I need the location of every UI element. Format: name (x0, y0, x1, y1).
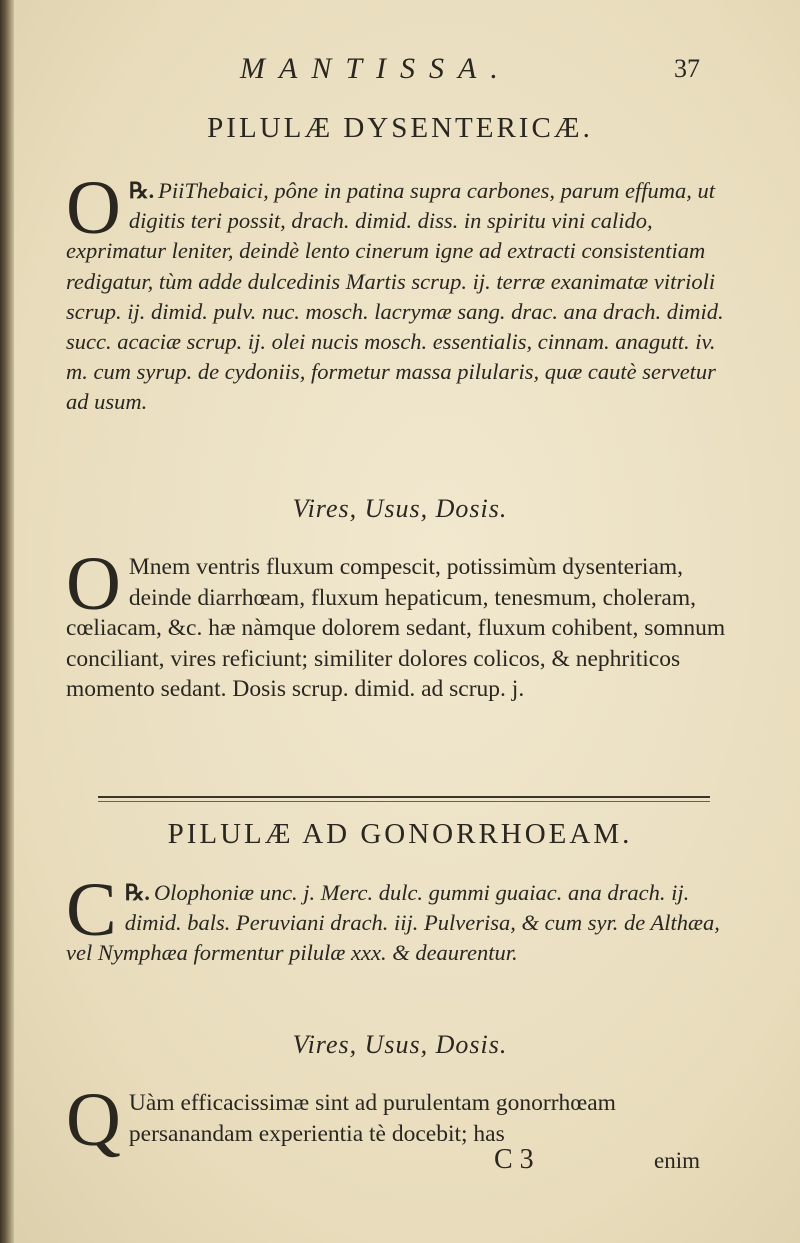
divider-rule (98, 796, 710, 798)
recipe-symbol-icon: ℞. (124, 880, 150, 905)
recipe-symbol-icon: ℞. (128, 178, 155, 203)
page-number: 37 (674, 54, 700, 83)
subheading-vires-usus-dosis: Vires, Usus, Dosis. (292, 494, 508, 523)
recipe-dysentericae (66, 166, 736, 418)
recipe-text: PiiThebaici, pône in patina supra carbones, parum effuma, ut digitis teri possit, drach. dimid. diss. in spiritu vini calido, exprimatur leniter, deindè lento cinerum igne ad extracti consistentiam redigatur, tùm adde dulcedinis Martis scrup. ij. terræ exanimatæ vitrioli scrup. ij. dimid. pulv. nuc. mosch. lacrymæ sang. drac. ana drach. dimid. succ. acaciæ scrup. ij. olei nucis mosch. essentialis, cinnam. anagutt. iv. m. cum syrup. de cydoniis, formetur massa pilularis, quæ cautè servetur ad usum. (66, 178, 724, 415)
body-text: Uàm efficacissimæ sint ad purulentam gonorrhœam persanandam experientia tè docebit; has (128, 1090, 616, 1147)
section-title-dysentericae: PILULÆ DYSENTERICÆ. (207, 112, 593, 144)
catchword: enim (654, 1148, 700, 1173)
recipe-text: Olophoniæ unc. j. Merc. dulc. gummi guaiac. ana drach. ij. dimid. bals. Peruviani drach. iij. Pulverisa, & cum syr. de Althæa, vel Nymphæa formentur pilulæ xxx. & deaurentur. (66, 880, 720, 966)
drop-cap: C (66, 868, 117, 952)
drop-cap: Q (66, 1078, 121, 1162)
page-footer (480, 1144, 700, 1180)
body-dysentericae (66, 542, 736, 705)
subheading-vires-usus-dosis: Vires, Usus, Dosis. (292, 1030, 508, 1059)
divider-rule-thin (98, 801, 710, 802)
running-title: MANTISSA. (240, 52, 512, 85)
signature-mark: C 3 (494, 1144, 534, 1175)
page-header (240, 52, 700, 92)
section-title-gonorrhoeam: PILULÆ AD GONORRHOEAM. (167, 818, 633, 850)
body-text: Mnem ventris fluxum compescit, potissimùm dysenteriam, deinde diarrhœam, fluxum hepaticum, tenesmum, choleram, cœliacam, &c. hæ nàmque dolorem sedant, fluxum cohibent, somnum conciliant, vires reficiunt; similiter dolores colicos, & nephriticos momento sedant. Dosis scrup. dimid. ad scrup. j. (66, 554, 726, 703)
drop-cap: O (66, 166, 121, 250)
drop-cap: O (66, 542, 121, 626)
recipe-gonorrhoeam (66, 868, 736, 969)
